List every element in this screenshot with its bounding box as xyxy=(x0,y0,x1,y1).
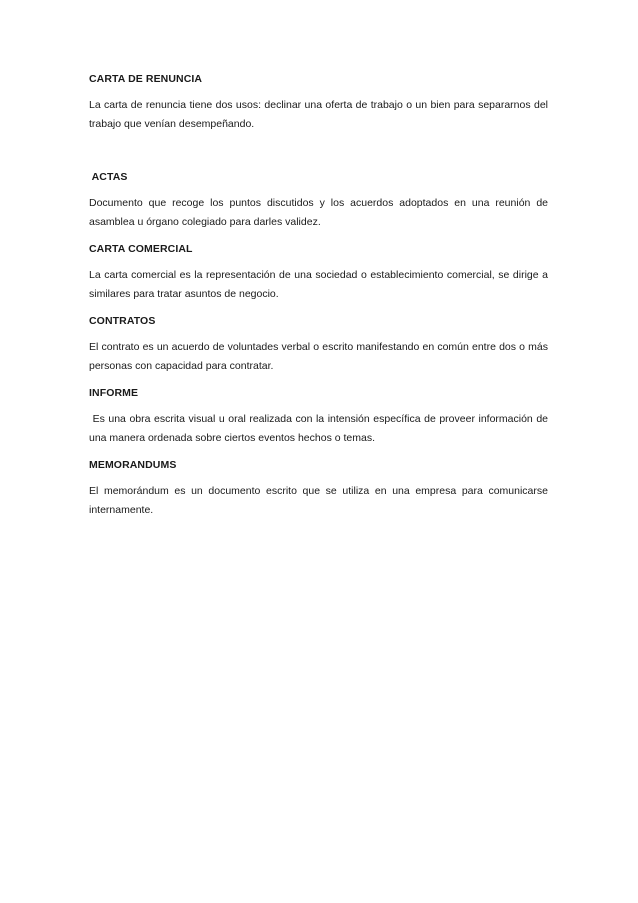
section-carta-comercial xyxy=(89,242,548,304)
section-memorandums xyxy=(89,458,548,520)
section-heading: INFORME xyxy=(89,387,139,399)
section-heading: CARTA DE RENUNCIA xyxy=(89,73,203,85)
section-actas xyxy=(89,170,548,232)
section-heading: ACTAS xyxy=(89,171,128,183)
section-contratos xyxy=(89,314,548,376)
section-body: El memorándum es un documento escrito que se utiliza en una empresa para comunicarse internamente. xyxy=(89,485,548,516)
spacer xyxy=(89,144,548,170)
document-content xyxy=(89,72,551,530)
section-carta-de-renuncia xyxy=(89,72,548,134)
section-heading: CONTRATOS xyxy=(89,315,156,327)
section-heading: CARTA COMERCIAL xyxy=(89,243,193,255)
section-body: La carta de renuncia tiene dos usos: declinar una oferta de trabajo o un bien para separarnos del trabajo que venían desempeñando. xyxy=(89,99,548,130)
section-informe xyxy=(89,386,551,448)
section-heading: MEMORANDUMS xyxy=(89,459,177,471)
section-body: La carta comercial es la representación de una sociedad o establecimiento comercial, se dirige a similares para tratar asuntos de negocio. xyxy=(89,269,548,300)
section-body: Documento que recoge los puntos discutidos y los acuerdos adoptados en una reunión de asamblea u órgano colegiado para darles validez. xyxy=(89,197,548,228)
section-body: Es una obra escrita visual u oral realizada con la intensión específica de proveer información de una manera ordenada sobre ciertos eventos hechos o temas. xyxy=(89,413,551,444)
section-body: El contrato es un acuerdo de voluntades verbal o escrito manifestando en común entre dos o más personas con capacidad para contratar. xyxy=(89,341,548,372)
